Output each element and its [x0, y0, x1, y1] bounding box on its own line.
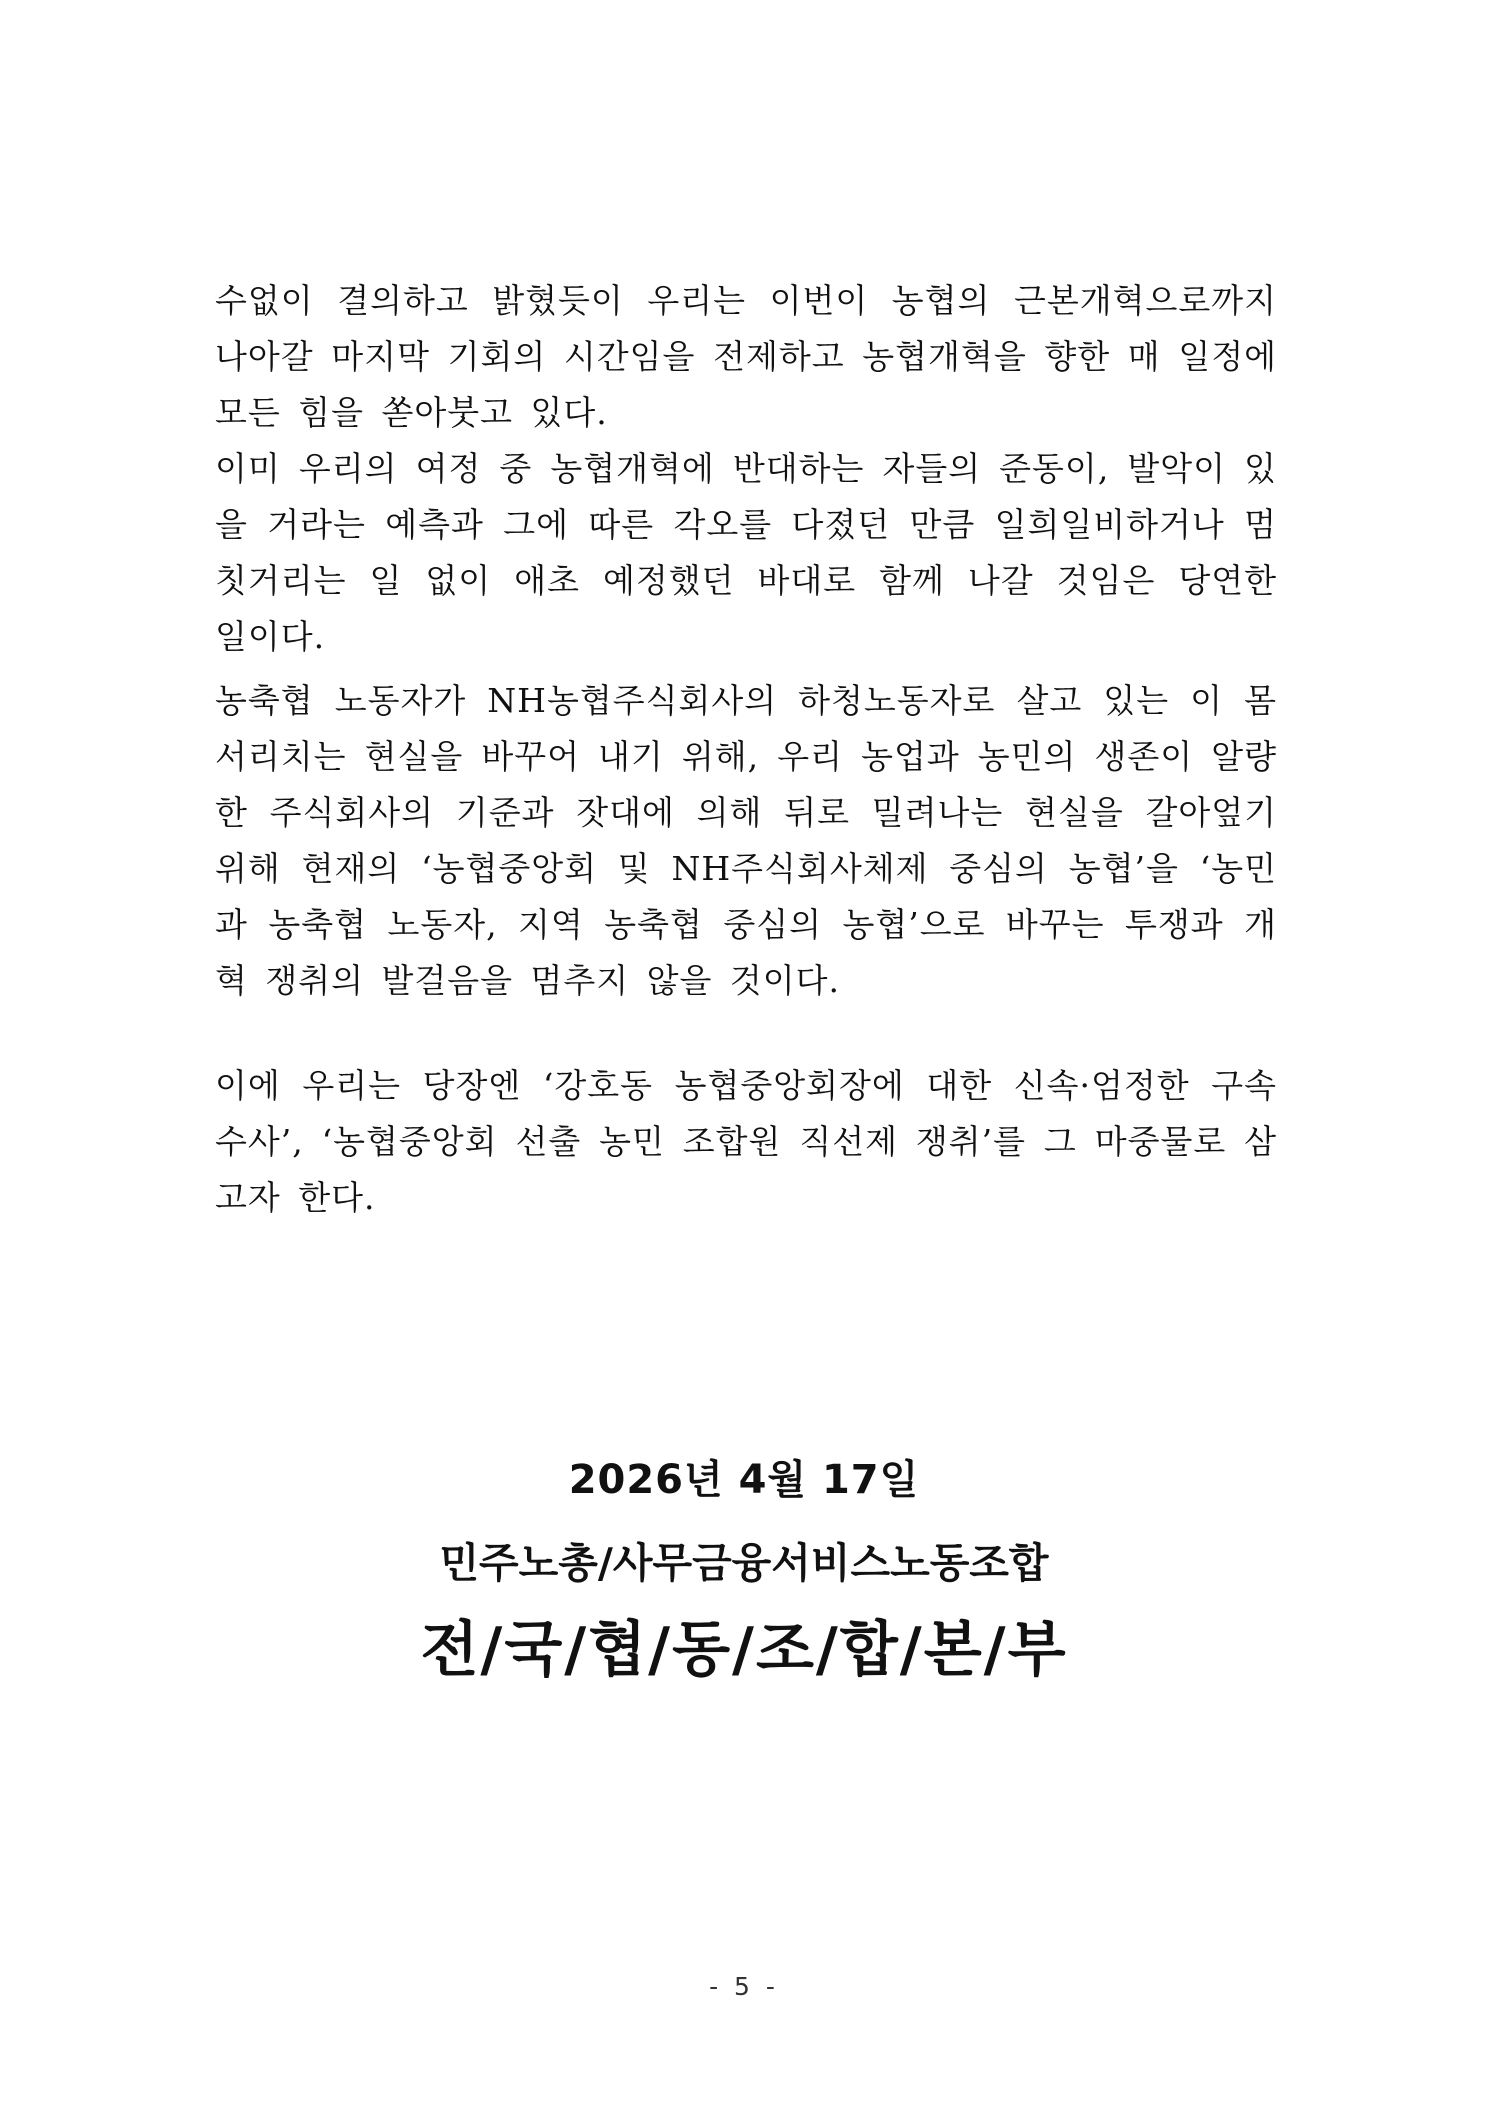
organization-main-name: 전/국/협/동/조/합/본/부: [420, 1615, 1068, 1685]
paragraph-1: 수없이 결의하고 밝혔듯이 우리는 이번이 농협의 근본개혁으로까지 나아갈 마지막 기회의 시간임을 전제하고 농협개혁을 향한 매 일정에 모든 힘을 쏟아붓고 있다.: [215, 281, 1277, 432]
page-number: - 5 -: [709, 1972, 779, 2001]
paragraph-3: 농축협 노동자가 NH농협주식회사의 하청노동자로 살고 있는 이 몸서리치는 현실을 바꾸어 내기 위해, 우리 농업과 농민의 생존이 알량한 주식회사의 기준과 잣대에 의해 뒤로 밀려나는 현실을 갈아엎기 위해 현재의 ‘농협중앙회 및 NH주식회사체제 중심의 농협’을 ‘농민과 농축협 노동자, 지역 농축협 중심의 농협’으로 바꾸는 투쟁과 개혁 쟁취의 발걸음을 멈추지 않을 것이다.: [215, 681, 1277, 1000]
paragraph-2: 이미 우리의 여정 중 농협개혁에 반대하는 자들의 준동이, 발악이 있을 거라는 예측과 그에 따른 각오를 다졌던 만큼 일희일비하거나 멈칫거리는 일 없이 애초 예정했던 바대로 함께 나갈 것임은 당연한 일이다.: [215, 449, 1277, 656]
paragraph-4: 이에 우리는 당장엔 ‘강호동 농협중앙회장에 대한 신속·엄정한 구속수사’, ‘농협중앙회 선출 농민 조합원 직선제 쟁취’를 그 마중물로 삼고자 한다.: [215, 1066, 1277, 1217]
organization-name: 민주노총/사무금융서비스노동조합: [439, 1539, 1049, 1587]
statement-date: 2026년 4월 17일: [568, 1457, 920, 1503]
